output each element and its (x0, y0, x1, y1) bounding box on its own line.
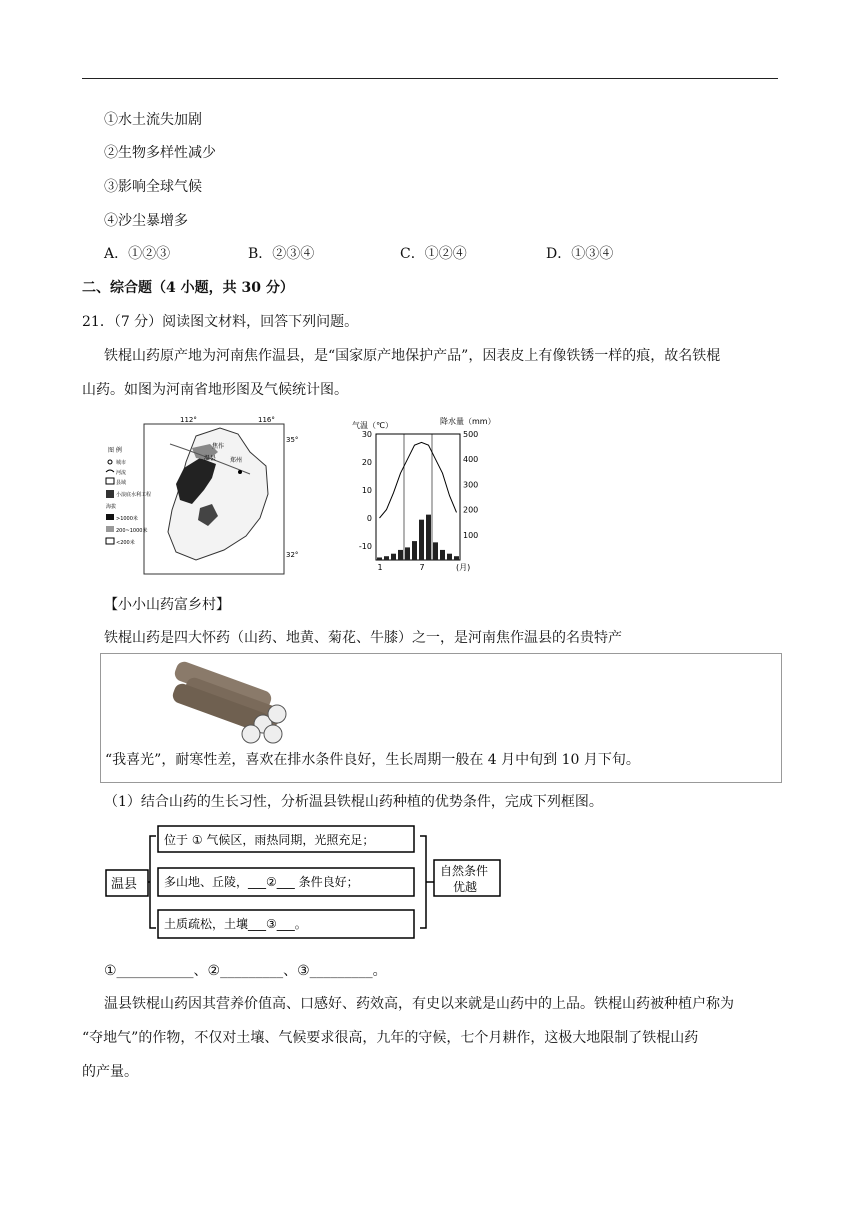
legend-title: 图 例 (108, 447, 122, 454)
diagram-right-1: 自然条件 (440, 864, 489, 878)
info-box (100, 653, 782, 783)
y-right-tick: 100 (463, 530, 479, 540)
y-right-tick: 300 (463, 480, 479, 490)
y-right-tick: 200 (463, 505, 479, 515)
place-wenxian: 温县 (204, 455, 217, 462)
precip-bar (440, 550, 445, 560)
temperature-line (380, 442, 457, 518)
legend-river: 河流 (116, 470, 127, 476)
para3-line2: “夺地气”的作物，不仅对土壤、气候要求很高，九年的守候，七个月耕作，这极大地限制了铁棍山药 (82, 1030, 699, 1046)
precip-bar (426, 515, 431, 560)
para3-line1: 温县铁棍山药因其营养价值高、口感好、药效高，有史以来就是山药中的上品。铁棍山药被种植户称为 (104, 996, 734, 1012)
legend-high: >1000米 (116, 516, 138, 522)
precip-bar (433, 542, 438, 560)
question-21-stem: 21．（7 分）阅读图文材料，回答下列问题。 (82, 314, 359, 330)
diagram-row-2: 多山地、丘陵，___②___ 条件良好； (164, 875, 359, 889)
precip-bar (377, 557, 382, 560)
choice-b[interactable]: B．②③④ (248, 246, 315, 262)
precip-bar (412, 541, 417, 560)
legend-city: 城市 (116, 460, 127, 466)
map-lon-left: 112° (180, 416, 197, 424)
option-1: ①水土流失加剧 (104, 112, 202, 128)
option-3: ③影响全球气候 (104, 179, 202, 195)
legend-county: 县域 (116, 480, 127, 486)
precip-axis-label: 降水量（mm） (440, 417, 496, 426)
x-tick-label: 7 (419, 563, 425, 572)
intro-line-1: 铁棍山药原产地为河南焦作温县，是“国家原产地保护产品”，因表皮上有像铁锈一样的痕，故名铁棍 (104, 348, 721, 364)
choice-a[interactable]: A．①②③ (104, 246, 171, 262)
precip-bar (384, 556, 389, 560)
diagram-right-2: 优越 (453, 880, 478, 894)
option-4: ④沙尘暴增多 (104, 213, 188, 229)
legend-mid: 200~1000米 (116, 528, 148, 534)
header-rule (82, 78, 778, 79)
subheading: 【小小山药富乡村】 (104, 597, 230, 613)
para3-line3: 的产量。 (82, 1064, 138, 1080)
sub-question-1: （1）结合山药的生长习性，分析温县铁棍山药种植的优势条件，完成下列框图。 (104, 794, 603, 810)
y-left-tick: 0 (366, 514, 372, 523)
map-lon-right: 116° (258, 416, 275, 424)
x-tick-label: 1 (377, 563, 383, 572)
answer-blanks[interactable]: ①___________、②_________、③_________。 (104, 963, 387, 979)
section-title: 二、综合题（4 小题，共 30 分） (82, 280, 294, 296)
climate-chart (348, 414, 498, 579)
option-2: ②生物多样性减少 (104, 145, 216, 161)
legend-low: <200米 (116, 540, 135, 546)
precip-bar (419, 520, 424, 560)
framework-diagram (100, 822, 510, 944)
y-left-tick: 30 (361, 430, 372, 439)
plot-frame (376, 434, 460, 560)
choice-d[interactable]: D．①③④ (546, 246, 614, 262)
precip-bar (398, 550, 403, 560)
diagram-row-1: 位于 ① 气候区，雨热同期，光照充足； (164, 833, 375, 847)
legend-dam: 小浪底水利工程 (116, 492, 152, 498)
y-right-tick: 500 (463, 430, 479, 439)
y-left-tick: 20 (361, 458, 372, 467)
y-right-tick: 400 (463, 455, 479, 465)
y-left-tick: -10 (358, 542, 372, 551)
temp-axis-label: 气温（℃） (352, 421, 393, 430)
henan-topographic-map (100, 414, 299, 579)
precip-bar (391, 554, 396, 560)
map-lat-bottom: 32° (286, 551, 299, 559)
map-lat-top: 35° (286, 436, 299, 444)
diagram-left: 温县 (111, 877, 138, 892)
place-jiaozuo: 焦作 (212, 443, 225, 450)
choice-c[interactable]: C．①②④ (400, 246, 467, 262)
month-unit: (月) (456, 563, 471, 572)
paragraph-2: 铁棍山药是四大怀药（山药、地黄、菊花、牛膝）之一，是河南焦作温县的名贵特产 (104, 630, 622, 646)
y-left-tick: 10 (361, 486, 372, 495)
precip-bar (405, 547, 410, 560)
intro-line-2: 山药。如图为河南省地形图及气候统计图。 (82, 382, 348, 398)
precip-bar (447, 554, 452, 560)
diagram-row-3: 土质疏松，土壤___③___。 (164, 917, 307, 931)
legend-altitude: 海拔 (106, 504, 117, 510)
place-zhengzhou: 郑州 (230, 457, 243, 464)
precip-bar (454, 556, 459, 560)
yam-image (167, 662, 297, 744)
box-text: “我喜光”，耐寒性差，喜欢在排水条件良好，生长周期一般在 4 月中旬到 10 月下旬。 (105, 752, 640, 768)
